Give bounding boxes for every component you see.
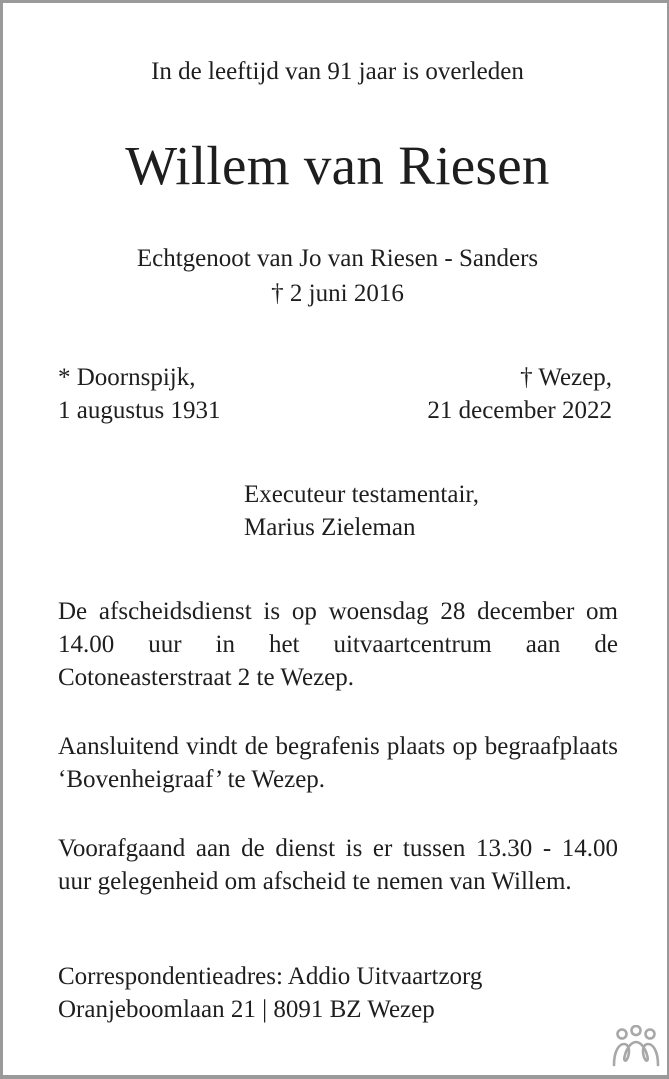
people-group-icon [611, 1025, 661, 1067]
executor-info [244, 478, 479, 544]
burial-paragraph: Aansluitend vindt de begrafenis plaats op begraafplaats ‘Bovenheigraaf’ te Wezep. [58, 733, 618, 793]
service-paragraph: De afscheidsdienst is op woensdag 28 december om 14.00 uur in het uitvaartcentrum aan de Cotoneasterstraat 2 te Wezep. [58, 598, 618, 691]
correspondence-line-2: Oranjeboomlaan 21 | 8091 BZ Wezep [58, 996, 435, 1023]
death-date: 21 december 2022 [427, 397, 612, 424]
death-place: † Wezep, [520, 364, 612, 391]
correspondence-address [58, 960, 482, 1026]
executor-label: Executeur testamentair, [244, 481, 479, 508]
executor-name: Marius Zieleman [244, 514, 416, 541]
death-info [427, 361, 612, 427]
farewell-paragraph: Voorafgaand aan de dienst is er tussen 13.30 - 14.00 uur gelegenheid om afscheid te nemen van Willem. [58, 835, 618, 895]
intro-text: In de leeftijd van 91 jaar is overleden [151, 58, 524, 85]
birth-info [58, 361, 221, 427]
correspondence-line-1: Correspondentieadres: Addio Uitvaartzorg [58, 963, 483, 990]
birth-place: * Doornspijk, [58, 364, 196, 391]
spouse-text: Echtgenoot van Jo van Riesen - Sanders [136, 245, 539, 272]
birth-date: 1 augustus 1931 [58, 397, 221, 424]
deceased-name: Willem van Riesen [125, 135, 550, 196]
spouse-death-date: † 2 juni 2016 [271, 280, 404, 307]
